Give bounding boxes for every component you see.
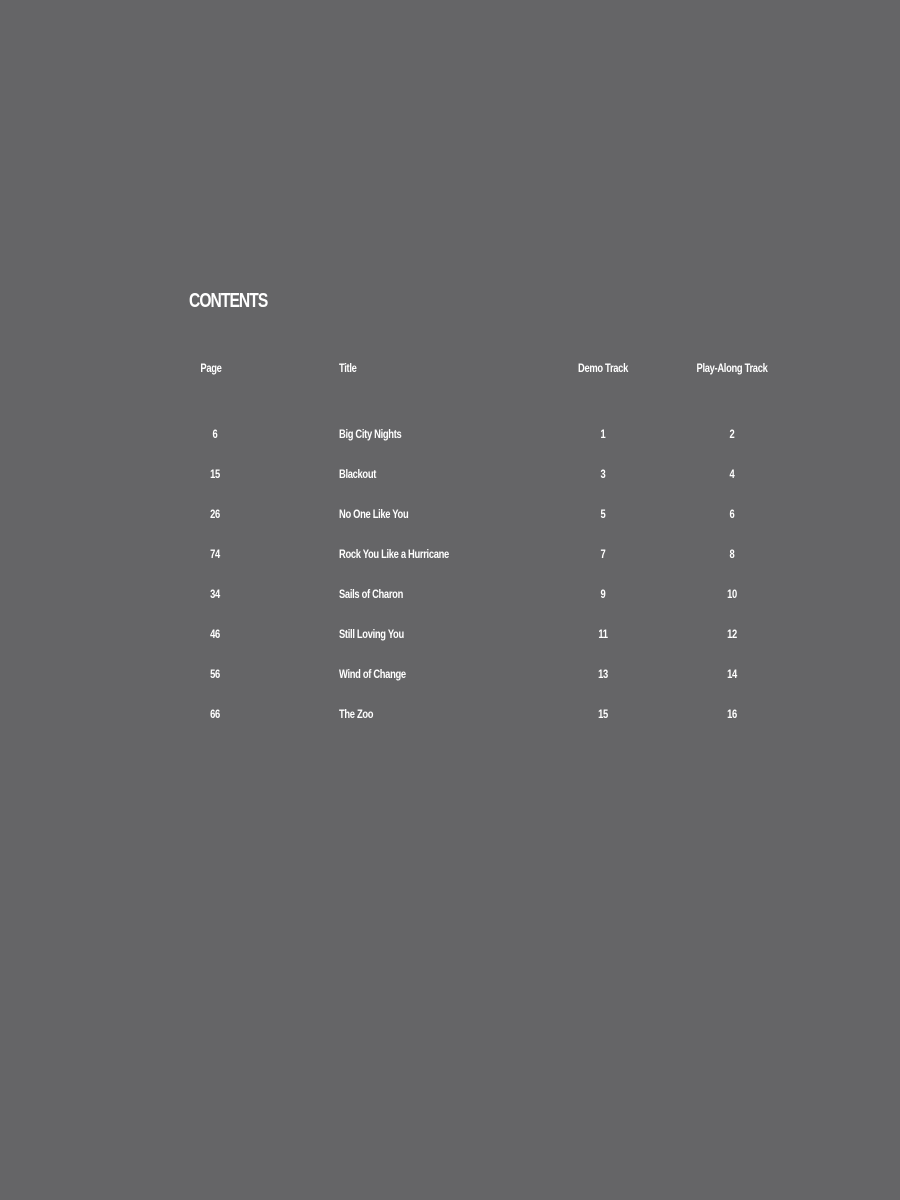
- row-play-along-track: 14: [727, 667, 737, 681]
- row-play-along-track: 8: [729, 547, 735, 561]
- row-page: 66: [210, 707, 220, 721]
- row-demo-track: 11: [598, 627, 608, 641]
- row-demo-track: 13: [598, 667, 608, 681]
- row-title: Rock You Like a Hurricane: [339, 547, 449, 561]
- row-page: 74: [210, 547, 220, 561]
- row-title: Wind of Change: [339, 667, 406, 681]
- row-demo-track: 5: [600, 507, 606, 521]
- contents-heading: CONTENTS: [189, 290, 268, 312]
- row-demo-track: 1: [600, 427, 606, 441]
- row-title: Still Loving You: [339, 627, 404, 641]
- column-header-demo-track: Demo Track: [578, 361, 628, 375]
- row-page: 15: [210, 467, 220, 481]
- row-page: 56: [210, 667, 220, 681]
- row-play-along-track: 12: [727, 627, 737, 641]
- row-page: 6: [212, 427, 218, 441]
- row-title: Big City Nights: [339, 427, 402, 441]
- row-title: The Zoo: [339, 707, 374, 721]
- row-demo-track: 3: [600, 467, 606, 481]
- row-title: Sails of Charon: [339, 587, 403, 601]
- row-play-along-track: 10: [727, 587, 737, 601]
- row-page: 26: [210, 507, 220, 521]
- column-header-page: Page: [200, 361, 222, 375]
- row-title: Blackout: [339, 467, 377, 481]
- row-demo-track: 15: [598, 707, 608, 721]
- row-play-along-track: 16: [727, 707, 737, 721]
- row-demo-track: 9: [600, 587, 606, 601]
- row-play-along-track: 4: [729, 467, 735, 481]
- row-demo-track: 7: [600, 547, 606, 561]
- row-title: No One Like You: [339, 507, 409, 521]
- row-play-along-track: 6: [729, 507, 735, 521]
- column-header-title: Title: [339, 361, 357, 375]
- row-play-along-track: 2: [729, 427, 735, 441]
- row-page: 46: [210, 627, 220, 641]
- column-header-play-along-track: Play-Along Track: [696, 361, 768, 375]
- row-page: 34: [210, 587, 220, 601]
